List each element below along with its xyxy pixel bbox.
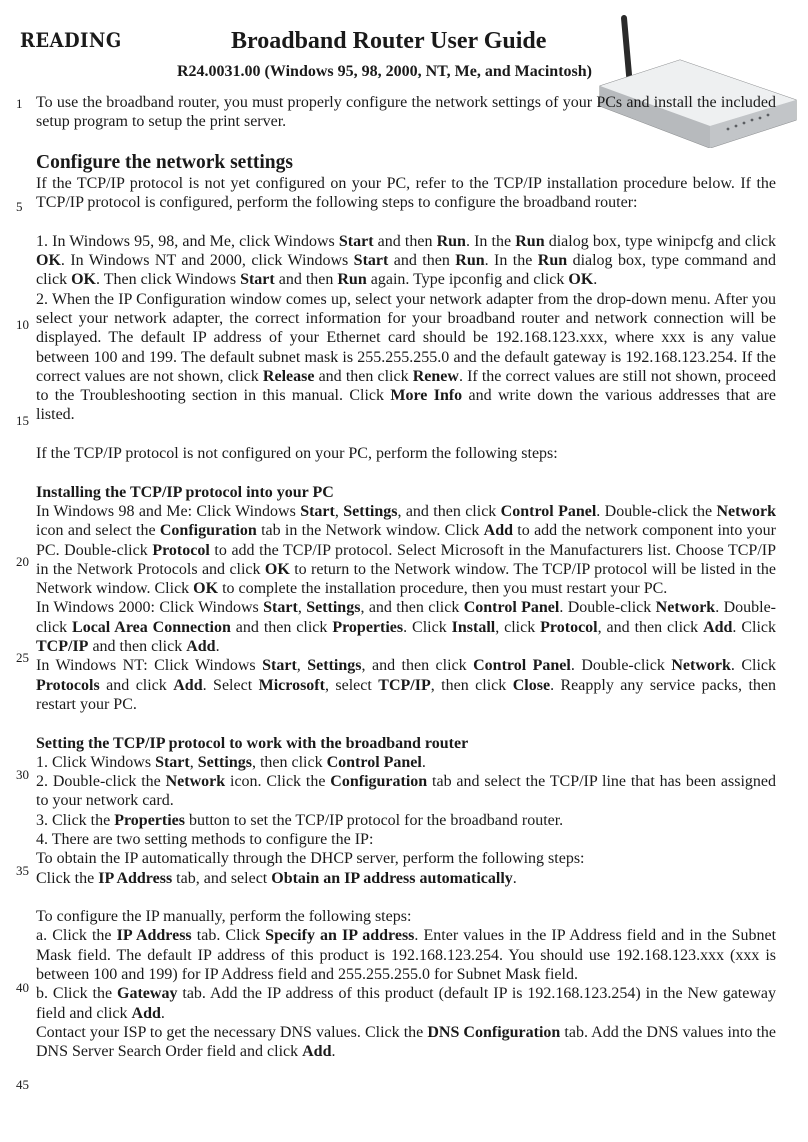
text-segment: . Click <box>730 657 777 675</box>
text-segment: to return to the Network window. The TCP/IP protocol will be listed in the Network window. Click <box>36 560 776 598</box>
ui-term: Network <box>655 599 716 617</box>
text-segment: b. Click the <box>36 985 118 1003</box>
text-segment: , <box>334 502 344 520</box>
ui-term: Run <box>455 252 485 270</box>
text-segment: . In the <box>484 252 538 270</box>
text-segment: . Then click Windows <box>95 271 241 289</box>
text-segment: a. Click the <box>36 927 117 945</box>
ui-term: Start <box>338 232 374 250</box>
ui-term: Settings <box>197 753 252 771</box>
text-segment: . Enter values in the IP Address field and in the Subnet Mask field. The default IP address of this product is 192.168.123.254. You should use 192.168.123.xxx (xxx is between 100 and 199) for IP Address field and 255.255.255.0 for Subnet Mask field. <box>36 927 777 984</box>
text-segment: . <box>331 1043 336 1061</box>
line-number: 10 <box>16 317 29 332</box>
text-segment: , then click <box>430 676 513 694</box>
ui-term: Settings <box>307 657 362 675</box>
step-paragraph <box>36 772 776 811</box>
ui-term: Network <box>716 502 777 520</box>
text-segment: dialog box, type command and click <box>36 252 777 289</box>
ui-term: More Info <box>390 387 463 405</box>
ui-term: Protocols <box>36 676 100 694</box>
ui-term: Add <box>131 1004 161 1022</box>
line-number: 5 <box>16 199 23 214</box>
ui-term: TCP/IP <box>378 676 431 694</box>
line-number: 1 <box>16 96 23 111</box>
text-segment: tab in the Network window. Click <box>256 522 484 540</box>
text-segment: , <box>297 599 307 617</box>
ui-term: Install <box>451 618 496 636</box>
text-segment: tab. Add the DNS values into the DNS Server Search Order field and click <box>36 1023 776 1061</box>
text-segment: In Windows 2000: Click Windows <box>36 599 264 617</box>
ui-term: OK <box>36 252 61 270</box>
text-segment: dialog box, type winipcfg and click <box>544 232 777 250</box>
ui-term: Network <box>671 657 731 675</box>
text-segment: icon. Click the <box>225 773 331 791</box>
ui-term: OK <box>193 580 219 598</box>
ui-term: IP Address <box>116 927 192 945</box>
text-segment: 3. Click the <box>36 811 115 829</box>
line-number: 20 <box>16 554 29 569</box>
text-segment: 1. In Windows 95, 98, and Me, click Windows <box>36 232 339 250</box>
text-segment: and click <box>99 676 174 694</box>
ui-term: Control Panel <box>463 599 560 617</box>
paragraph <box>36 869 776 888</box>
ui-term: Run <box>515 232 545 250</box>
text-segment: button to set the TCP/IP protocol for the broadband router. <box>185 811 564 829</box>
line-number: 40 <box>16 980 29 995</box>
ui-term: DNS Configuration <box>427 1023 561 1041</box>
ui-term: Add <box>703 618 733 636</box>
step-paragraph <box>36 290 776 425</box>
ui-term: Renew <box>412 367 459 385</box>
ui-term: Release <box>262 367 315 385</box>
ui-term: IP Address <box>98 869 173 887</box>
text-segment: , and then click <box>361 657 474 675</box>
ui-term: Add <box>483 522 513 540</box>
paragraph: If the TCP/IP protocol is not configured on your PC, perform the following steps: <box>36 445 558 463</box>
ui-term: OK <box>568 271 594 289</box>
text-segment: . <box>512 869 517 887</box>
ui-term: Protocol <box>152 541 210 559</box>
text-segment: tab. Click <box>191 927 266 945</box>
text-segment: . Reapply any service packs, then restart your PC. <box>36 676 777 713</box>
text-segment: . Click <box>732 618 777 636</box>
line-number: 15 <box>16 413 29 428</box>
page-subtitle: R24.0031.00 (Windows 95, 98, 2000, NT, Me, and Macintosh) <box>177 63 592 80</box>
ui-term: Run <box>537 252 568 270</box>
paragraph <box>36 656 776 714</box>
text-segment: . In Windows NT and 2000, click Windows <box>60 252 354 270</box>
ui-term: Configuration <box>159 522 257 540</box>
ui-term: Start <box>262 657 297 675</box>
ui-term: Properties <box>114 811 186 829</box>
text-segment: , and then click <box>360 599 464 617</box>
text-segment: to add the network component into your PC. Double-click <box>36 522 776 559</box>
text-segment: and then click <box>230 618 333 636</box>
text-segment: . <box>421 753 426 771</box>
paragraph <box>36 502 776 598</box>
text-segment: and then <box>274 271 338 289</box>
text-segment: , select <box>324 676 379 694</box>
line-number: 45 <box>16 1077 29 1092</box>
ui-term: Start <box>240 271 275 289</box>
ui-term: TCP/IP <box>36 638 89 656</box>
subsection-heading: Installing the TCP/IP protocol into your PC <box>36 483 334 501</box>
paragraph <box>36 1023 776 1062</box>
text-segment: to add the TCP/IP protocol. Select Microsoft in the Manufacturers list. Choose TCP/IP in the Network Protocols and click <box>36 541 777 578</box>
text-segment: tab, and select <box>172 869 272 887</box>
ui-term: Control Panel <box>500 502 597 520</box>
text-segment: . Double-click <box>570 657 672 675</box>
ui-term: Control Panel <box>473 657 571 675</box>
text-segment: tab and select the TCP/IP line that has been assigned to your network card. <box>36 773 776 810</box>
text-segment: , and then click <box>597 618 704 636</box>
text-segment: icon and select the <box>36 522 160 540</box>
text-segment: , <box>189 753 198 771</box>
text-segment: tab. Add the IP address of this product (default IP is 192.168.123.254) in the New gateway field and click <box>36 985 776 1022</box>
ui-term: Run <box>337 271 367 289</box>
text-segment: . Select <box>202 676 259 694</box>
ui-term: Close <box>512 676 551 694</box>
text-segment: and then <box>373 232 437 250</box>
text-segment: 1. Click Windows <box>36 753 156 771</box>
text-segment: , then click <box>251 753 327 771</box>
text-segment: . In the <box>465 232 516 250</box>
ui-term: Configuration <box>330 773 428 791</box>
ui-term: Run <box>436 232 466 250</box>
text-segment: and then click <box>88 638 187 656</box>
ui-term: Protocol <box>540 618 598 636</box>
ui-term: Settings <box>306 599 361 617</box>
ui-term: Start <box>263 599 298 617</box>
step-paragraph <box>36 811 776 830</box>
paragraph: If the TCP/IP protocol is not yet configured on your PC, refer to the TCP/IP installation procedure below. If the TCP/IP protocol is configured, perform the following steps to configure the broadband router: <box>36 174 776 212</box>
step-paragraph: 4. There are two setting methods to configure the IP: <box>36 830 374 848</box>
ui-term: Network <box>165 773 226 791</box>
text-segment: . Double-click the <box>596 502 717 520</box>
ui-term: Add <box>186 638 216 656</box>
ui-term: Local Area Connection <box>72 618 231 636</box>
ui-term: Specify an IP address <box>265 927 415 945</box>
ui-term: Settings <box>343 502 398 520</box>
ui-term: Control Panel <box>326 753 422 771</box>
text-segment: , <box>296 657 308 675</box>
section-heading: Configure the network settings <box>36 151 293 173</box>
ui-term: OK <box>264 560 290 578</box>
brand-logo: READING <box>20 28 122 52</box>
text-segment: In Windows 98 and Me: Click Windows <box>36 502 301 520</box>
page-title: Broadband Router User Guide <box>231 28 547 54</box>
subsection-heading: Setting the TCP/IP protocol to work with the broadband router <box>36 734 469 752</box>
ui-term: Add <box>173 676 203 694</box>
document-body <box>36 93 776 1062</box>
ui-term: Properties <box>332 618 404 636</box>
line-number: 30 <box>16 767 29 782</box>
ui-term: OK <box>71 271 96 289</box>
intro-paragraph: To use the broadband router, you must properly configure the network settings of your PCs and install the included setup program to setup the print server. <box>36 94 776 131</box>
paragraph <box>36 984 776 1023</box>
line-number: 25 <box>16 650 29 665</box>
ui-term: Obtain an IP address automatically <box>271 869 513 887</box>
text-segment: and then <box>388 252 456 270</box>
ui-term: Start <box>155 753 190 771</box>
text-segment: . Click <box>403 618 452 636</box>
text-segment: Contact your ISP to get the necessary DNS values. Click the <box>36 1023 428 1041</box>
text-segment: . If the correct values are still not shown, proceed to the Troubleshooting section in this manual. Click <box>36 367 776 405</box>
text-segment: , click <box>495 618 541 636</box>
text-segment: . Double-click <box>559 599 656 617</box>
ui-term: Microsoft <box>258 676 325 694</box>
text-segment: , and then click <box>397 502 501 520</box>
text-segment: and then click <box>314 367 413 385</box>
text-segment: . Double-click <box>36 599 777 636</box>
text-segment: Click the <box>36 869 99 887</box>
ui-term: Start <box>300 502 335 520</box>
step-paragraph <box>36 232 776 290</box>
paragraph <box>36 926 776 984</box>
text-segment: . <box>160 1004 165 1022</box>
step-paragraph <box>36 753 776 772</box>
paragraph <box>36 598 776 656</box>
paragraph: To configure the IP manually, perform the following steps: <box>36 908 412 926</box>
ui-term: Gateway <box>117 985 178 1003</box>
text-segment: and write down the various addresses that are listed. <box>36 387 777 424</box>
line-number: 35 <box>16 863 29 878</box>
text-segment: to complete the installation procedure, then you must restart your PC. <box>218 580 668 598</box>
text-segment: . <box>593 271 598 289</box>
text-segment: again. Type ipconfig and click <box>366 271 569 289</box>
text-segment: . <box>215 638 220 656</box>
ui-term: Add <box>302 1043 332 1061</box>
text-segment: 2. When the IP Configuration window comes up, select your network adapter from the drop-down menu. After you select your network adapter, the correct information for your broadband router and network connection will be displayed. The default IP address of your Ethernet card should be 192.168.123.xxx, where xxx is any value between 100 and 199. The default subnet mask is 255.255.255.0 and the default gateway is 192.168.123.254. If the correct values are not shown, click <box>36 290 776 385</box>
ui-term: Start <box>353 252 389 270</box>
text-segment: 2. Double-click the <box>36 773 166 791</box>
paragraph: To obtain the IP automatically through the DHCP server, perform the following steps: <box>36 850 585 868</box>
text-segment: In Windows NT: Click Windows <box>36 657 263 675</box>
